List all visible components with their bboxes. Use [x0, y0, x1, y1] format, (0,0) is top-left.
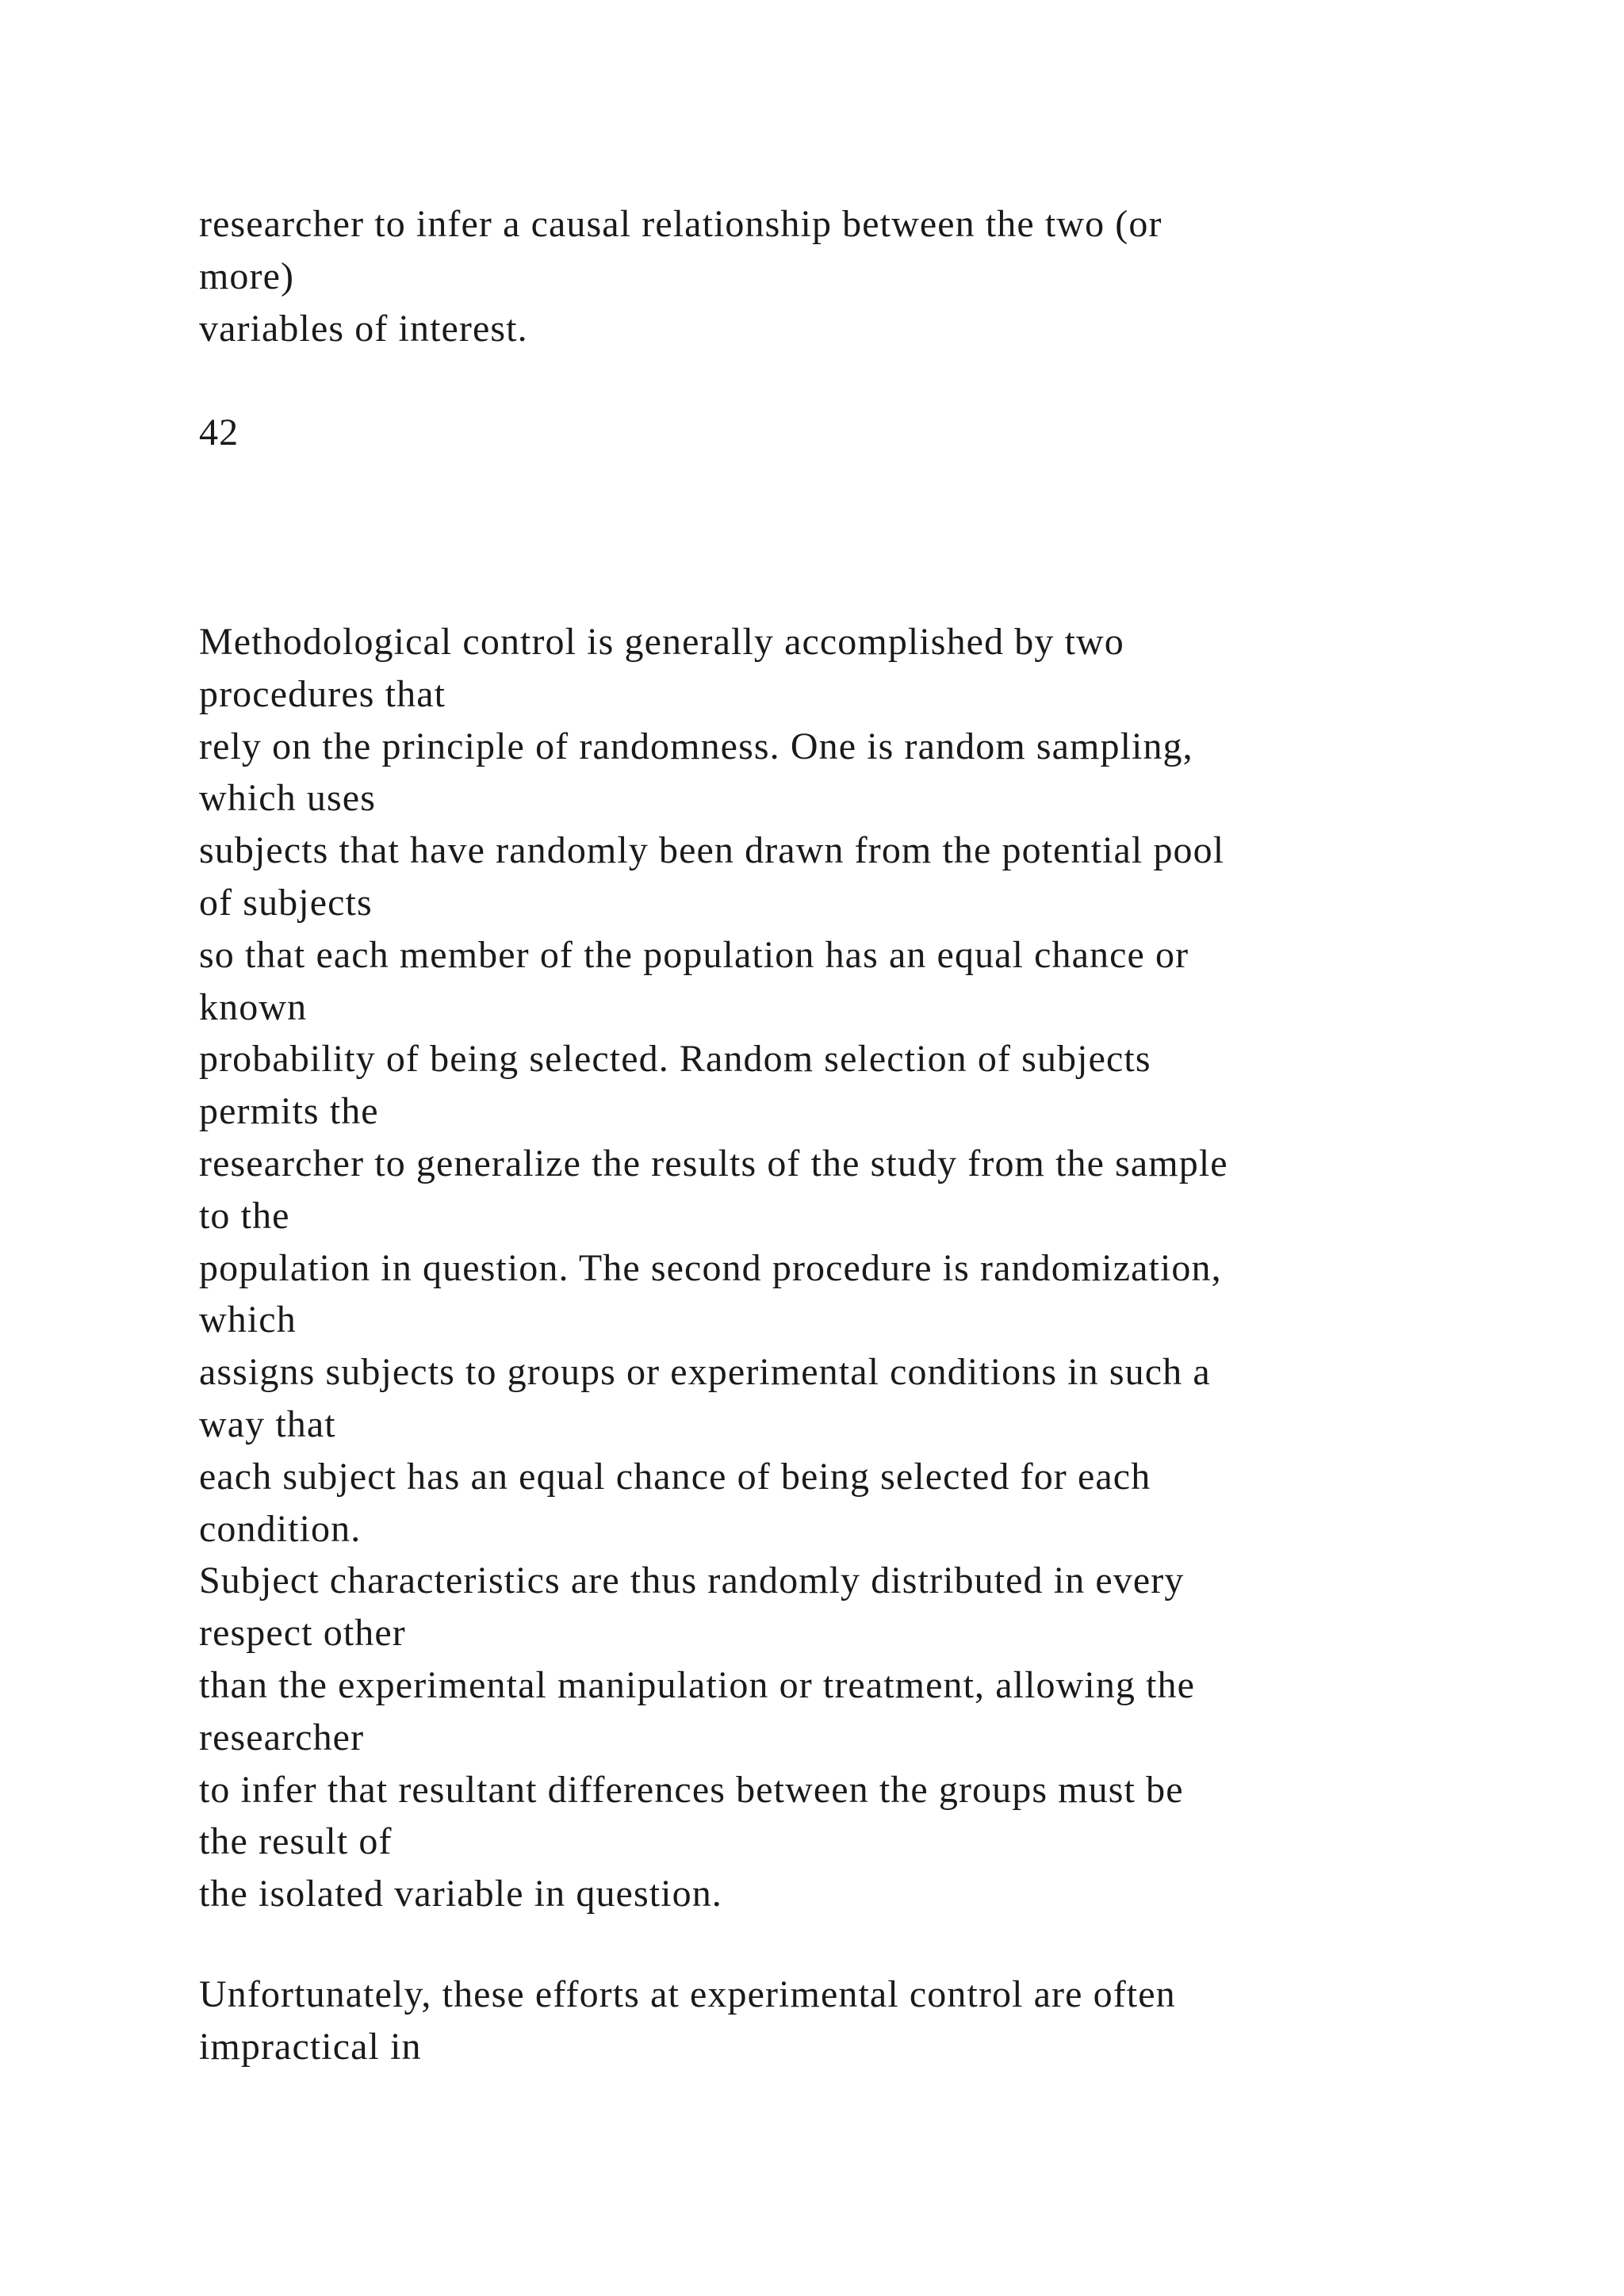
text-line: variables of interest. [199, 307, 528, 350]
text-line: assigns subjects to groups or experimental conditions in such a [199, 1351, 1211, 1394]
text-line: the isolated variable in question. [199, 1873, 722, 1915]
text-line: the result of [199, 1820, 393, 1863]
text-line: than the experimental manipulation or treatment, allowing the [199, 1663, 1196, 1706]
paragraph-unfortunately [199, 1969, 1547, 2073]
text-line: researcher to infer a causal relationship between the two (or [199, 203, 1162, 245]
text-line: Subject characteristics are thus randomly distributed in every [199, 1559, 1185, 1602]
text-line: condition. [199, 1507, 362, 1550]
text-line: to infer that resultant differences between the groups must be [199, 1768, 1184, 1811]
text-line: way that [199, 1402, 336, 1445]
paragraph-methodological-control [199, 616, 1547, 1920]
text-line: subjects that have randomly been drawn from the potential pool [199, 829, 1225, 872]
text-line: impractical in [199, 2025, 422, 2068]
page-number-text: 42 [199, 411, 239, 453]
text-line: to the [199, 1194, 290, 1237]
text-line: rely on the principle of randomness. One is random sampling, [199, 725, 1193, 767]
text-line: procedures that [199, 672, 446, 715]
text-line: population in question. The second procedure is randomization, [199, 1246, 1222, 1289]
text-line: permits the [199, 1090, 379, 1133]
text-line: more) [199, 254, 295, 297]
text-line: probability of being selected. Random selection of subjects [199, 1038, 1151, 1081]
text-line: each subject has an equal chance of being selected for each [199, 1455, 1151, 1498]
text-line: which [199, 1299, 297, 1341]
text-line: of subjects [199, 881, 373, 924]
text-line: researcher [199, 1716, 365, 1758]
text-line: researcher to generalize the results of the study from the sample [199, 1142, 1228, 1184]
page-number [199, 407, 1547, 459]
text-line: Methodological control is generally accomplished by two [199, 621, 1124, 663]
text-line: which uses [199, 777, 376, 820]
text-line: so that each member of the population has an equal chance or [199, 933, 1189, 976]
text-line: Unfortunately, these efforts at experimental control are often [199, 1973, 1176, 2015]
paragraph-continuation [199, 198, 1547, 354]
text-line: known [199, 985, 308, 1028]
text-line: respect other [199, 1612, 406, 1655]
